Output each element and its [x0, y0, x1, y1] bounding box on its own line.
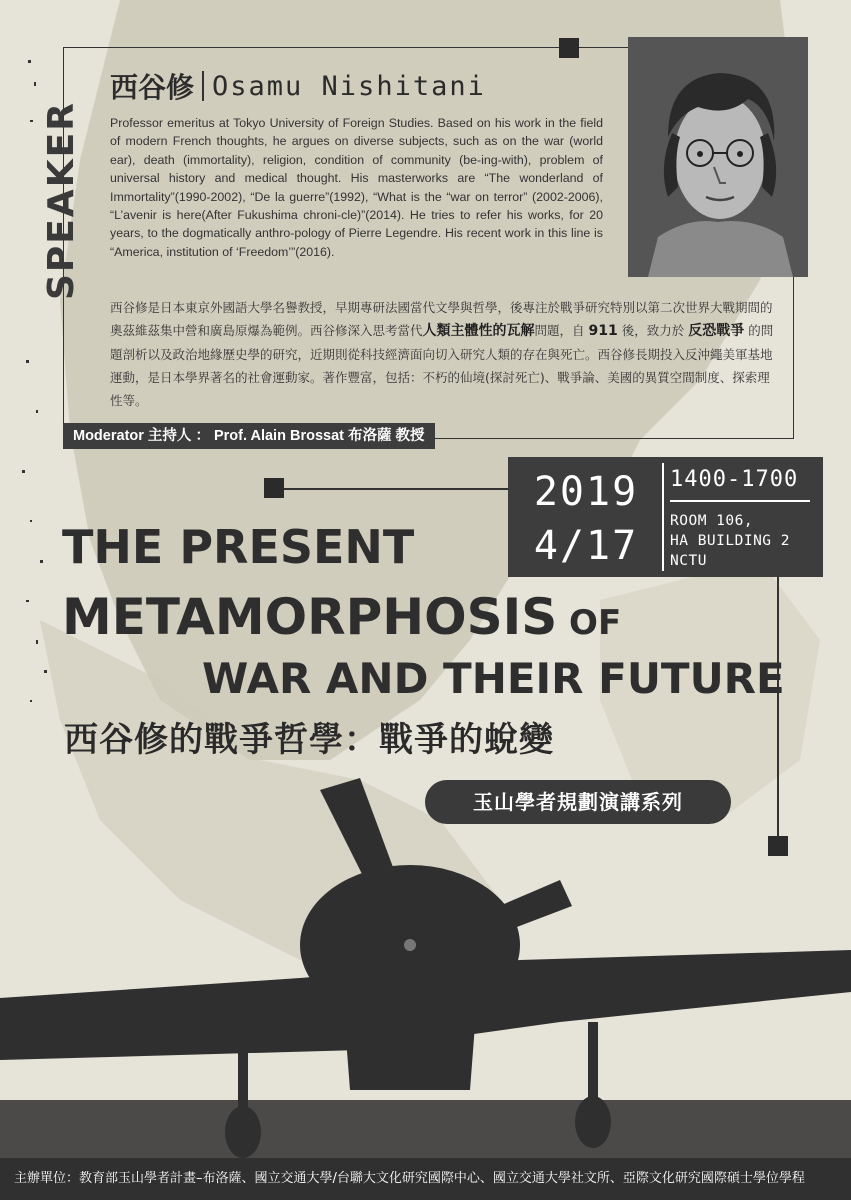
bio-cn-text: 西谷修是日本東京外國語大學名譽教授，早期專研法國當代文學與哲學，後專注於戰爭研究特別以第二次世界大戰期間的奧茲維茲集中營和廣島原爆為範例。西谷修深入思考當代: [110, 300, 773, 338]
bio-cn-highlight: 反恐戰爭: [688, 323, 745, 339]
event-time: 1400-1700: [670, 467, 799, 492]
bio-cn-text: 問題，自: [534, 323, 585, 338]
date-divider: [662, 463, 664, 571]
title-line-2-small: OF: [557, 603, 622, 643]
speaker-bio-en: Professor emeritus at Tokyo University of Foreign Studies. Based on his work in the field of modern French thoughts, he argues on diverse subjects, such as on the war (world ear), death (immortality), religion, condition of community (be-ing-with), problem of universal history and medical thought. His masterworks are “The wonderland of Immortality”(1990-2002), “De la guerre”(1992), “What is the “war on terror” (2002-2006), “L’avenir is here(After Fukushima chroni-cle)”(2014). He tries to refer his works, for 20 years, to the dogmatically anthro-pology of Pierre Legendre. His recent work in this line is “America, institution of ‘Freedom’”(2016).: [110, 116, 603, 259]
event-day: 4/17: [533, 523, 639, 569]
organizer-footer: 主辦單位：教育部玉山學者計畫–布洛薩、國立交通大學/台聯大文化研究國際中心、國立交通大學社文所、亞際文化研究國際碩士學位學程: [0, 1158, 851, 1200]
event-date: [516, 465, 656, 573]
time-rule: [670, 500, 810, 502]
title-line-1: THE PRESENT: [62, 520, 415, 574]
bio-cn-highlight: 911: [588, 323, 618, 339]
bio-cn-highlight: 人類主體性的瓦解: [422, 323, 535, 339]
event-venue: ROOM 106, HA BUILDING 2 NCTU: [670, 513, 790, 569]
event-info-box: [508, 457, 823, 577]
speaker-photo: [628, 37, 808, 277]
airplane-silhouette: [0, 760, 851, 1160]
title-line-2-main: METAMORPHOSIS: [62, 588, 558, 646]
speaker-name-cn: 西谷修: [110, 71, 195, 104]
decor-line: [284, 488, 508, 490]
speaker-name-en: Osamu Nishitani: [212, 70, 486, 102]
event-year: 2019: [533, 469, 639, 515]
moderator-bar: Moderator 主持人 ： Prof. Alain Brossat 布洛薩 教授: [63, 423, 435, 449]
title-line-3: WAR AND THEIR FUTURE: [202, 654, 785, 703]
bio-cn-text: 的問題剖析以及政治地緣歷史學的研究，近期則從科技經濟面向切入研究人類的存在與死亡。西谷修長期投入反沖繩美軍基地運動，是日本學界著名的社會運動家。著作豐富，包括：不朽的仙境(探討死亡)、戰爭論、美國的異質空間制度、探索理性等。: [110, 323, 774, 408]
title-chinese: 西谷修的戰爭哲學：戰爭的蛻變: [64, 720, 554, 760]
speaker-name: [110, 66, 486, 106]
lecture-series-badge: 玉山學者規劃演講系列: [425, 780, 731, 824]
speaker-label: SPEAKER: [41, 101, 82, 300]
speaker-bio-cn: [110, 296, 775, 412]
title-line-2: [62, 588, 621, 646]
decor-square: [264, 478, 284, 498]
bio-cn-text: 後，致力於: [621, 323, 685, 338]
name-divider: [202, 71, 204, 101]
decor-square: [559, 38, 579, 58]
